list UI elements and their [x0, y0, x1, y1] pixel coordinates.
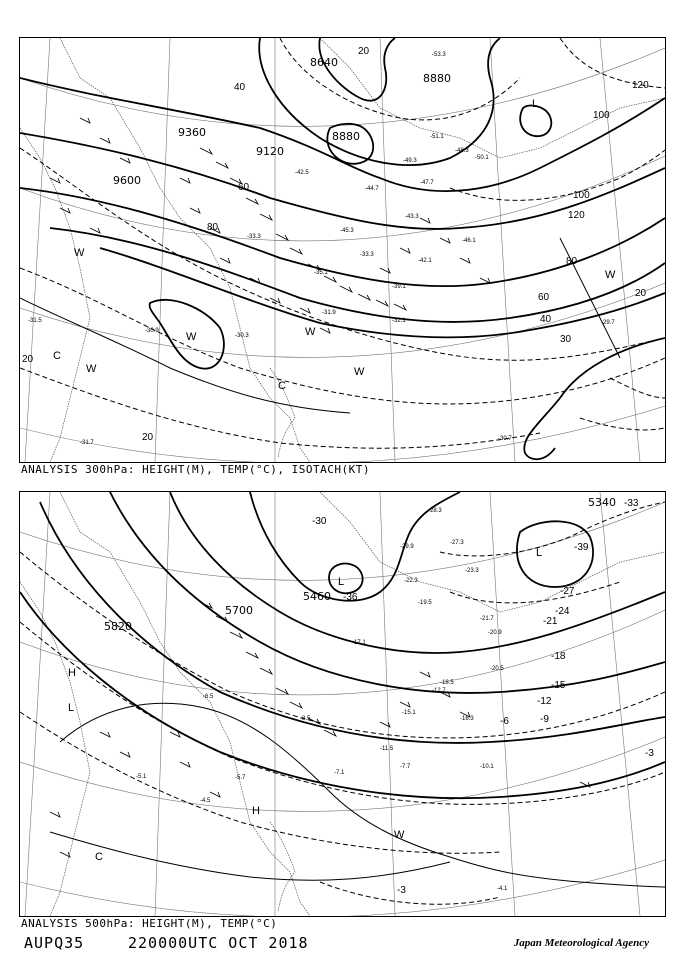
temp-label: -7.1: [334, 770, 345, 776]
temp-label: -45.3: [340, 228, 354, 234]
isotherm-label: -21: [543, 616, 558, 627]
height-label: 5700: [225, 604, 253, 617]
warm-center-symbol: W: [305, 326, 316, 338]
isotach-label: 80: [207, 222, 219, 233]
isotherm-label: -18: [551, 651, 566, 662]
isotherm-label: -15: [551, 680, 566, 691]
temp-label: -35.1: [314, 270, 328, 276]
isotherm-label: -3: [645, 748, 654, 759]
isotherm-label: -12: [537, 696, 552, 707]
temp-label: -44.7: [365, 186, 379, 192]
height-label: 9360: [178, 126, 206, 139]
cold-center-symbol: C: [278, 380, 286, 392]
temp-label: -28.3: [428, 508, 442, 514]
temp-label: -31.9: [322, 310, 336, 316]
isotach-label: 20: [22, 354, 34, 365]
isotherms-500: [20, 502, 665, 904]
isotach-label: 20: [635, 288, 647, 299]
height-labels-300: [113, 56, 451, 187]
height-label: 8880: [423, 72, 451, 85]
isotach-label: 80: [566, 256, 578, 267]
isotherm-label: -6: [500, 716, 509, 727]
isotach-label: 120: [568, 210, 585, 221]
temp-label: -47.7: [420, 180, 434, 186]
height-label: 8880: [332, 130, 360, 143]
temp-label: -31.5: [28, 318, 42, 324]
temp-label: -33.3: [247, 234, 261, 240]
temp-label: -10.1: [480, 764, 494, 770]
warm-center-symbol: W: [354, 366, 365, 378]
isotach-label: 120: [632, 80, 649, 91]
temp-label: -7.7: [400, 764, 411, 770]
isotach-label: 100: [573, 190, 590, 201]
isotherm-label: -39: [574, 542, 589, 553]
temp-label: -46.1: [462, 238, 476, 244]
isotach-label: 40: [540, 314, 552, 325]
analysis-500hpa-map: [19, 491, 666, 917]
high-center-symbol: H: [252, 805, 260, 817]
chart-id: AUPQ35: [24, 934, 85, 952]
agency-credit: Japan Meteorological Agency: [513, 937, 649, 949]
isotherm-label: -9: [540, 714, 549, 725]
temp-label: -42.5: [295, 170, 309, 176]
height-contours-300: [20, 38, 665, 459]
isotach-label: 20: [358, 46, 370, 57]
temp-label: -15.1: [402, 710, 416, 716]
temp-label: -49.3: [403, 158, 417, 164]
temp-label: -30.3: [235, 333, 249, 339]
temp-label: -43.3: [405, 214, 419, 220]
temp-label: -27.3: [450, 540, 464, 546]
isotach-label: 60: [538, 292, 550, 303]
height-label: 9600: [113, 174, 141, 187]
height-label: 9120: [256, 145, 284, 158]
isotach-label: 40: [234, 82, 246, 93]
temp-label: -4.5: [200, 798, 211, 804]
isotherm-labels-500: [312, 498, 654, 896]
height-label: 5340: [588, 496, 616, 509]
warm-center-symbol: W: [605, 269, 616, 281]
isotachs-300: [20, 238, 620, 413]
isotach-label: 60: [238, 182, 250, 193]
temp-label: -17.1: [352, 640, 366, 646]
warm-center-symbol: W: [86, 363, 97, 375]
temp-label: -32.1: [392, 318, 406, 324]
temp-label: -6.5: [203, 694, 214, 700]
temp-label: -20.9: [488, 630, 502, 636]
height-label: 8640: [310, 56, 338, 69]
analysis-300hpa-map: [19, 37, 666, 463]
temp-label: -19.5: [418, 600, 432, 606]
temp-label: -23.3: [465, 568, 479, 574]
cold-center-symbol: C: [53, 350, 61, 362]
temp-label: -39.1: [392, 284, 406, 290]
temp-label: -50.1: [475, 155, 489, 161]
isotherm-label: -24: [555, 606, 570, 617]
graticule-300: [20, 38, 665, 462]
coastline-300: [20, 38, 665, 462]
coastline-500: [20, 492, 665, 916]
caption-300hpa: ANALYSIS 300hPa: HEIGHT(M), TEMP(°C), ISOTACH(KT): [21, 463, 371, 476]
temp-label: -30.7: [498, 436, 512, 442]
high-center-symbol: H: [68, 667, 76, 679]
station-temps-500: [136, 508, 508, 892]
temp-label: -53.3: [432, 52, 446, 58]
isotherm-label: -27: [560, 586, 575, 597]
temp-label: -31.7: [80, 440, 94, 446]
temp-label: -48.3: [455, 148, 469, 154]
isotherm-label: -36: [343, 592, 358, 603]
warm-center-symbol: W: [394, 829, 405, 841]
temp-label: -5.1: [136, 774, 147, 780]
temp-label: -33.3: [360, 252, 374, 258]
isotach-label: 30: [560, 334, 572, 345]
temp-label: -8.5: [300, 716, 311, 722]
caption-500hpa: ANALYSIS 500hPa: HEIGHT(M), TEMP(°C): [21, 917, 278, 930]
warm-center-symbol: W: [74, 247, 85, 259]
map-300hpa-canvas: [20, 38, 665, 462]
low-center-symbol: L: [532, 98, 539, 110]
cold-center-symbol: C: [95, 851, 103, 863]
isotherm-label: -30: [312, 516, 327, 527]
temp-label: -29.7: [601, 320, 615, 326]
height-label: 5820: [104, 620, 132, 633]
temp-label: -5.7: [235, 775, 246, 781]
valid-time: 220000UTC OCT 2018: [128, 934, 309, 952]
temp-label: -18.5: [440, 680, 454, 686]
temp-label: -4.1: [497, 886, 508, 892]
isotach-label: 20: [142, 432, 154, 443]
temp-label: -12.7: [432, 688, 446, 694]
graticule-500: [20, 492, 665, 916]
temp-label: -21.7: [480, 616, 494, 622]
low-center-symbol: L: [68, 702, 75, 714]
warm-center-symbol: W: [186, 331, 197, 343]
station-temps-300: [28, 52, 615, 446]
temp-label: -11.5: [380, 746, 394, 752]
temp-label: -51.1: [430, 134, 444, 140]
isotherm-label: -33: [624, 498, 639, 509]
map-500hpa-canvas: [20, 492, 665, 916]
temp-label: -30.9: [145, 328, 159, 334]
low-center-symbol: L: [536, 547, 543, 559]
temp-label: -20.5: [490, 666, 504, 672]
temp-label: -16.3: [460, 716, 474, 722]
height-label: 5460: [303, 590, 331, 603]
isotherm-label: -3: [397, 885, 406, 896]
temp-label: -22.3: [404, 578, 418, 584]
isotach-label: 100: [593, 110, 610, 121]
low-center-symbol: L: [338, 576, 345, 588]
temp-label: -29.9: [400, 544, 414, 550]
temp-label: -42.1: [418, 258, 432, 264]
